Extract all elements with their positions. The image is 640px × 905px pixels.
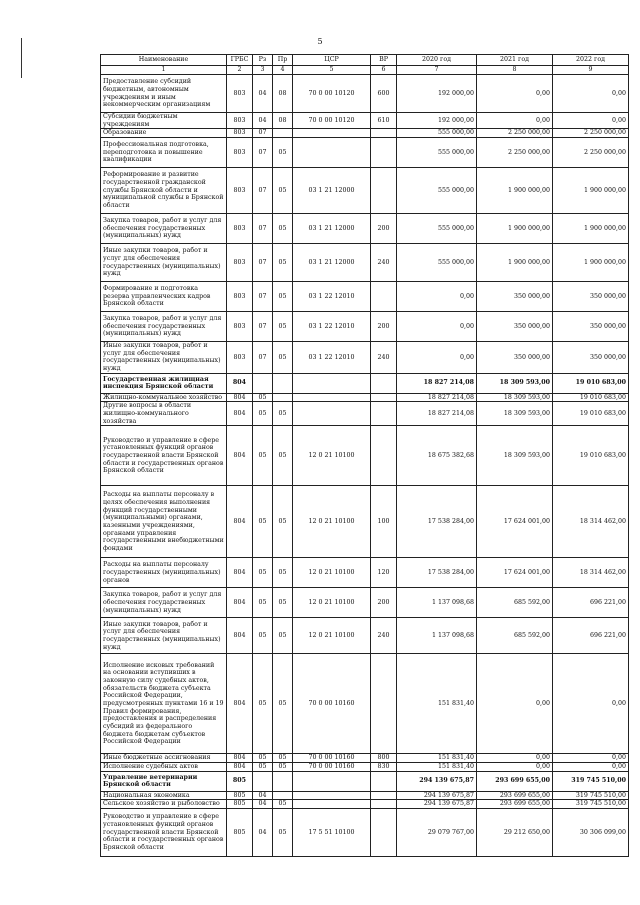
row-value-2020: 294 139 675,87 [397,791,477,800]
row-name: Реформирование и развитие государственной гражданской службы Брянской области и муниципальной службы в Брянской области [101,168,227,214]
row-name: Руководство и управление в сфере установленных функций органов государственной власти Брянской области и государственных органов Брянской области [101,809,227,857]
row-csr: 70 0 00 10160 [293,654,371,754]
header-grbs: ГРБС [227,55,253,66]
row-grbs: 804 [227,754,253,763]
row-grbs: 804 [227,393,253,402]
row-name: Субсидии бюджетным учреждениям [101,113,227,129]
row-value-2021: 0,00 [477,763,553,772]
column-number: 6 [371,66,397,75]
row-grbs: 804 [227,426,253,486]
row-value-2022: 19 010 683,00 [553,426,629,486]
row-value-2020: 0,00 [397,282,477,312]
header-2021: 2021 год [477,55,553,66]
row-pr: 08 [273,113,293,129]
row-vr [371,809,397,857]
row-value-2022: 2 250 000,00 [553,129,629,138]
row-pr: 05 [273,168,293,214]
row-csr: 70 0 00 10160 [293,754,371,763]
header-2022: 2022 год [553,55,629,66]
row-rz: 04 [253,791,273,800]
table-row [101,393,629,402]
row-value-2020: 17 538 284,00 [397,486,477,558]
row-name: Предоставление субсидий бюджетным, автономным учреждениям и иным некоммерческим организациям [101,75,227,113]
row-vr: 830 [371,763,397,772]
row-value-2020: 18 675 382,68 [397,426,477,486]
table-row [101,486,629,558]
row-pr: 05 [273,402,293,426]
row-value-2021: 0,00 [477,113,553,129]
row-value-2022: 30 306 099,00 [553,809,629,857]
row-value-2022: 1 900 000,00 [553,168,629,214]
row-name: Расходы на выплаты персоналу государственных (муниципальных) органов [101,558,227,588]
row-vr [371,282,397,312]
row-csr: 03 1 21 12000 [293,244,371,282]
table-row [101,654,629,754]
table-row [101,312,629,342]
row-value-2021: 293 699 655,00 [477,771,553,791]
row-name: Иные закупки товаров, работ и услуг для обеспечения государственных (муниципальных) нужд [101,244,227,282]
column-number: 1 [101,66,227,75]
row-value-2020: 1 137 098,68 [397,618,477,654]
row-vr: 200 [371,214,397,244]
row-rz: 07 [253,138,273,168]
row-grbs: 804 [227,558,253,588]
row-name: Иные бюджетные ассигнования [101,754,227,763]
row-vr [371,138,397,168]
row-value-2020: 555 000,00 [397,214,477,244]
row-value-2020: 294 139 675,87 [397,771,477,791]
row-rz: 04 [253,800,273,809]
column-number: 2 [227,66,253,75]
row-rz [253,373,273,393]
row-pr: 05 [273,312,293,342]
table-row [101,282,629,312]
row-grbs: 805 [227,800,253,809]
row-pr: 05 [273,244,293,282]
table-row [101,426,629,486]
row-value-2022: 350 000,00 [553,282,629,312]
row-value-2022: 696 221,00 [553,618,629,654]
row-grbs: 803 [227,75,253,113]
row-csr [293,373,371,393]
row-csr: 12 0 21 10100 [293,426,371,486]
row-vr: 800 [371,754,397,763]
row-grbs: 803 [227,168,253,214]
row-value-2022: 18 314 462,00 [553,558,629,588]
row-value-2020: 555 000,00 [397,168,477,214]
row-pr: 05 [273,654,293,754]
row-value-2022: 19 010 683,00 [553,402,629,426]
row-value-2020: 192 000,00 [397,113,477,129]
row-pr: 05 [273,558,293,588]
row-vr: 240 [371,618,397,654]
row-vr: 100 [371,486,397,558]
row-csr: 03 1 21 12000 [293,168,371,214]
row-vr: 200 [371,588,397,618]
row-pr: 05 [273,618,293,654]
row-rz: 05 [253,588,273,618]
row-grbs: 805 [227,791,253,800]
row-value-2020: 1 137 098,68 [397,588,477,618]
row-value-2020: 0,00 [397,342,477,374]
row-rz: 05 [253,763,273,772]
row-value-2022: 696 221,00 [553,588,629,618]
row-csr: 03 1 21 12000 [293,214,371,244]
row-value-2021: 29 212 650,00 [477,809,553,857]
row-value-2021: 293 699 655,00 [477,800,553,809]
row-pr [273,129,293,138]
row-value-2021: 18 309 593,00 [477,393,553,402]
row-value-2020: 18 827 214,08 [397,402,477,426]
row-value-2021: 350 000,00 [477,342,553,374]
header-vr: ВР [371,55,397,66]
row-vr [371,393,397,402]
row-grbs: 805 [227,809,253,857]
row-value-2022: 319 745 510,00 [553,791,629,800]
row-value-2020: 151 831,40 [397,763,477,772]
row-vr [371,426,397,486]
row-rz: 07 [253,129,273,138]
row-pr: 05 [273,809,293,857]
row-name: Иные закупки товаров, работ и услуг для обеспечения государственных (муниципальных) нужд [101,618,227,654]
table-row [101,342,629,374]
row-csr: 12 0 21 10100 [293,486,371,558]
table-row [101,75,629,113]
row-vr [371,402,397,426]
row-csr [293,791,371,800]
row-value-2022: 0,00 [553,754,629,763]
table-row [101,618,629,654]
row-pr: 05 [273,342,293,374]
row-value-2021: 2 250 000,00 [477,138,553,168]
row-grbs: 803 [227,138,253,168]
row-pr: 05 [273,426,293,486]
table-row [101,402,629,426]
row-vr: 600 [371,75,397,113]
row-name: Национальная экономика [101,791,227,800]
row-csr: 12 0 21 10100 [293,558,371,588]
row-vr: 240 [371,342,397,374]
header-name: Наименование [101,55,227,66]
row-csr [293,800,371,809]
column-number: 9 [553,66,629,75]
row-csr [293,771,371,791]
column-number: 3 [253,66,273,75]
row-value-2022: 1 900 000,00 [553,244,629,282]
row-pr: 05 [273,800,293,809]
row-csr: 70 0 00 10120 [293,75,371,113]
table-row [101,113,629,129]
row-vr: 120 [371,558,397,588]
header-csr: ЦСР [293,55,371,66]
row-value-2021: 1 900 000,00 [477,168,553,214]
row-rz: 07 [253,312,273,342]
row-name: Формирование и подготовка резерва управленческих кадров Брянской области [101,282,227,312]
row-value-2022: 319 745 510,00 [553,800,629,809]
row-value-2022: 19 010 683,00 [553,393,629,402]
row-value-2020: 192 000,00 [397,75,477,113]
row-vr: 240 [371,244,397,282]
row-value-2020: 555 000,00 [397,129,477,138]
row-csr [293,138,371,168]
header-row [101,55,629,66]
row-csr [293,129,371,138]
row-grbs: 803 [227,244,253,282]
row-grbs: 803 [227,342,253,374]
row-value-2020: 18 827 214,08 [397,373,477,393]
row-value-2021: 2 250 000,00 [477,129,553,138]
row-rz [253,771,273,791]
row-value-2021: 18 309 593,00 [477,373,553,393]
row-rz: 07 [253,214,273,244]
row-name: Иные закупки товаров, работ и услуг для обеспечения государственных (муниципальных) нужд [101,342,227,374]
row-name: Руководство и управление в сфере установленных функций органов государственной власти Брянской области и государственных органов Брянской области [101,426,227,486]
row-value-2020: 294 139 675,87 [397,800,477,809]
row-rz: 07 [253,282,273,312]
row-value-2022: 350 000,00 [553,342,629,374]
row-csr: 70 0 00 10120 [293,113,371,129]
row-vr: 610 [371,113,397,129]
row-grbs: 804 [227,588,253,618]
row-grbs: 804 [227,486,253,558]
column-number: 8 [477,66,553,75]
row-vr [371,654,397,754]
row-value-2021: 0,00 [477,754,553,763]
row-grbs: 803 [227,312,253,342]
row-csr: 12 0 21 10100 [293,618,371,654]
row-value-2022: 19 010 683,00 [553,373,629,393]
row-name: Исполнение исковых требований на основании вступивших в законную силу судебных актов, обязательств бюджета субъекта Российской Федерации, предусмотренных пунктами 16 и 19 Правил формирования, предоставления и распределения субсидий из федерального бюджета бюджетам субъектов Российской Федерации [101,654,227,754]
row-value-2021: 0,00 [477,654,553,754]
row-csr [293,393,371,402]
row-rz: 04 [253,113,273,129]
row-value-2021: 0,00 [477,75,553,113]
column-number: 4 [273,66,293,75]
row-value-2022: 2 250 000,00 [553,138,629,168]
page-number: 5 [317,37,323,46]
row-csr: 70 0 00 10160 [293,763,371,772]
table-row [101,244,629,282]
row-vr [371,129,397,138]
row-value-2021: 1 900 000,00 [477,244,553,282]
column-number-row [101,66,629,75]
column-number: 7 [397,66,477,75]
row-value-2022: 350 000,00 [553,312,629,342]
row-name: Закупка товаров, работ и услуг для обеспечения государственных (муниципальных) нужд [101,312,227,342]
row-grbs: 803 [227,282,253,312]
row-vr [371,800,397,809]
row-name: Исполнение судебных актов [101,763,227,772]
row-grbs: 804 [227,654,253,754]
row-name: Закупка товаров, работ и услуг для обеспечения государственных (муниципальных) нужд [101,214,227,244]
row-value-2020: 29 079 767,00 [397,809,477,857]
row-value-2021: 18 309 593,00 [477,402,553,426]
row-grbs: 803 [227,113,253,129]
table-row [101,754,629,763]
row-csr: 17 5 51 10100 [293,809,371,857]
row-value-2021: 685 592,00 [477,588,553,618]
row-value-2021: 350 000,00 [477,282,553,312]
table-row [101,373,629,393]
row-pr: 05 [273,138,293,168]
row-rz: 05 [253,558,273,588]
row-rz: 05 [253,654,273,754]
row-value-2020: 0,00 [397,312,477,342]
row-csr: 03 1 22 12010 [293,342,371,374]
row-name: Жилищно-коммунальное хозяйство [101,393,227,402]
row-vr: 200 [371,312,397,342]
row-pr: 05 [273,486,293,558]
column-number: 5 [293,66,371,75]
row-rz: 05 [253,402,273,426]
row-value-2020: 17 538 284,00 [397,558,477,588]
row-rz: 05 [253,754,273,763]
header-rz: Рз [253,55,273,66]
row-rz: 05 [253,618,273,654]
row-value-2020: 555 000,00 [397,138,477,168]
row-pr [273,791,293,800]
row-value-2022: 0,00 [553,654,629,754]
row-rz: 07 [253,168,273,214]
row-rz: 07 [253,244,273,282]
row-pr: 05 [273,763,293,772]
row-value-2021: 1 900 000,00 [477,214,553,244]
row-name: Образование [101,129,227,138]
row-name: Закупка товаров, работ и услуг для обеспечения государственных (муниципальных) нужд [101,588,227,618]
row-value-2022: 18 314 462,00 [553,486,629,558]
row-grbs: 804 [227,402,253,426]
table-row [101,214,629,244]
header-pr: Пр [273,55,293,66]
table-row [101,129,629,138]
row-name: Управление ветеринарии Брянской области [101,771,227,791]
row-grbs: 805 [227,771,253,791]
header-2020: 2020 год [397,55,477,66]
row-value-2021: 17 624 001,00 [477,486,553,558]
table-row [101,809,629,857]
row-vr [371,771,397,791]
row-rz: 05 [253,426,273,486]
row-value-2020: 151 831,40 [397,754,477,763]
row-pr [273,771,293,791]
row-csr: 03 1 22 12010 [293,312,371,342]
row-grbs: 804 [227,763,253,772]
row-value-2022: 0,00 [553,763,629,772]
row-value-2022: 0,00 [553,75,629,113]
row-rz: 05 [253,486,273,558]
table-row [101,791,629,800]
table-row [101,168,629,214]
row-pr: 05 [273,754,293,763]
row-value-2021: 18 309 593,00 [477,426,553,486]
table-row [101,588,629,618]
row-rz: 04 [253,75,273,113]
table-row [101,771,629,791]
row-vr [371,168,397,214]
row-vr [371,791,397,800]
row-value-2021: 350 000,00 [477,312,553,342]
row-name: Расходы на выплаты персоналу в целях обеспечения выполнения функций государственными (муниципальными) органами, казенными учреждениями, органами управления государственными внебюджетными фондами [101,486,227,558]
row-pr: 08 [273,75,293,113]
row-value-2022: 319 745 510,00 [553,771,629,791]
table-row [101,800,629,809]
row-pr [273,393,293,402]
row-grbs: 803 [227,214,253,244]
row-pr [273,373,293,393]
row-csr [293,402,371,426]
row-grbs: 803 [227,129,253,138]
row-value-2021: 17 624 001,00 [477,558,553,588]
row-name: Сельское хозяйство и рыболовство [101,800,227,809]
row-csr: 12 0 21 10100 [293,588,371,618]
table-row [101,138,629,168]
row-rz: 05 [253,393,273,402]
row-value-2020: 555 000,00 [397,244,477,282]
row-rz: 04 [253,809,273,857]
row-value-2021: 293 699 655,00 [477,791,553,800]
table-body [101,75,629,857]
row-rz: 07 [253,342,273,374]
row-csr: 03 1 22 12010 [293,282,371,312]
table-row [101,763,629,772]
row-grbs: 804 [227,618,253,654]
row-value-2022: 0,00 [553,113,629,129]
row-value-2021: 685 592,00 [477,618,553,654]
row-vr [371,373,397,393]
row-value-2022: 1 900 000,00 [553,214,629,244]
row-name: Профессиональная подготовка, переподготовка и повышение квалификации [101,138,227,168]
row-name: Государственная жилищная инспекция Брянской области [101,373,227,393]
row-pr: 05 [273,214,293,244]
row-name: Другие вопросы в области жилищно-коммунального хозяйства [101,402,227,426]
row-value-2020: 18 827 214,08 [397,393,477,402]
row-pr: 05 [273,282,293,312]
row-grbs: 804 [227,373,253,393]
row-pr: 05 [273,588,293,618]
table-row [101,558,629,588]
budget-table [100,54,629,857]
row-value-2020: 151 831,40 [397,654,477,754]
